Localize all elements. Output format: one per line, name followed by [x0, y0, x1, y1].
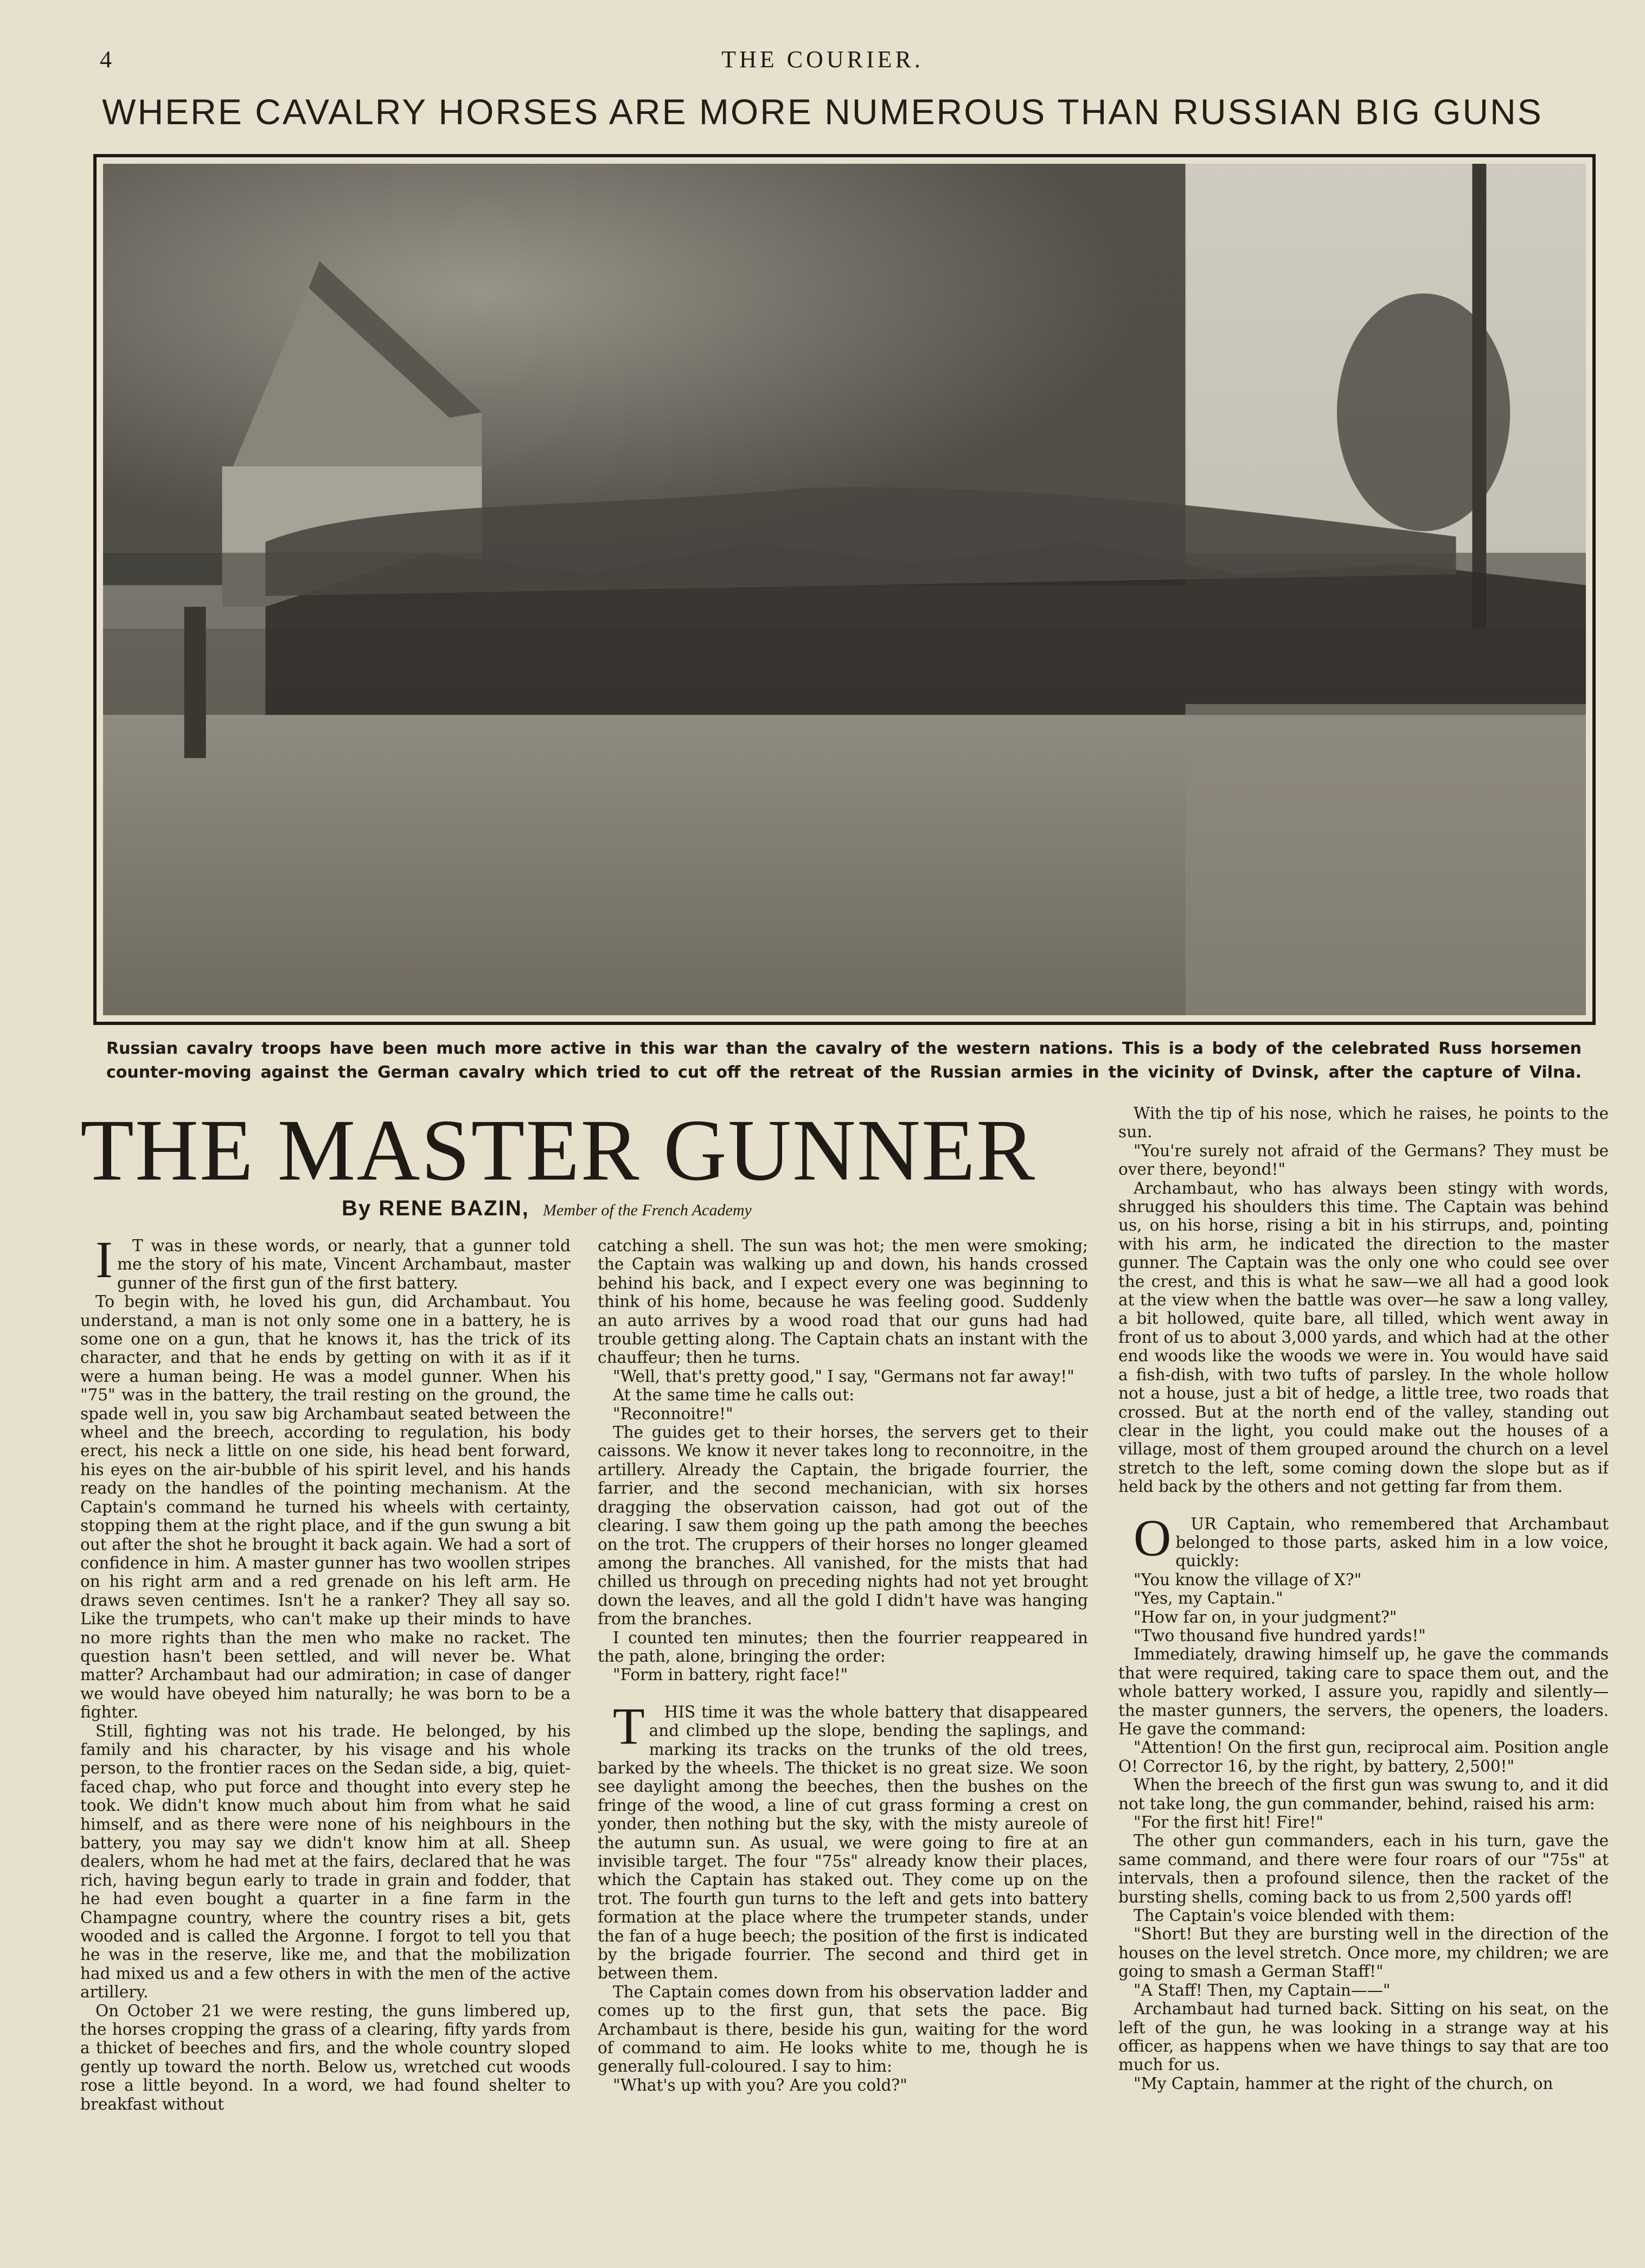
article-paragraph: "Yes, my Captain." — [1134, 1589, 1283, 1608]
article-title: THE MASTER GUNNER — [80, 1102, 1036, 1199]
article-column-2 — [598, 1236, 1088, 2256]
photo-caption — [106, 1037, 1582, 1085]
article-paragraph: THIS time it was the whole battery that disappeared and climbed up the slope, bending the saplings, and marking its tracks on the trunks of the old trees, barked by the wheels. The thicket is no great size. We soon see daylight among the beeches, then the bushes on the fringe of the wood, a line of cut grass forming a crest on yonder, then nothing but the sky, with the misty aureole of the autumn sun. As usual, we were going to fire at an invisible target. The four "75s" already know their places, which the Captain has staked out. They come up on the trot. The fourth gun turns to the left and gets into battery formation at the place where the trumpeter stands, under the fan of a huge beech; the position of the first is indicated by the brigade fourrier. The second and third get in between them. — [598, 1696, 1088, 1983]
article-paragraph: "Attention! On the first gun, reciprocal aim. Position angle O! Corrector 16, by the right, by battery, 2,500!" — [1118, 1738, 1609, 1776]
article-paragraph: To begin with, he loved his gun, did Archambaut. You understand, a man is not only some one in a battery, he is some one on a gun, that he knows it, has the trick of its character, and that he ends by getting on with it as if it were a human being. He was a model gunner. When his "75" was in the battery, the trail resting on the ground, the spade well in, you saw big Archambaut seated between the wheel and the breech, according to regulation, his body erect, his neck a little on one side, his head bent forward, his eyes on the air-bubble of his spirit level, and his hands ready on the handles of the pointing mechanism. At the Captain's command he turned his wheels with certainty, stopping them at the right place, and if the gun swung a bit out after the shot he brought it back again. We had a sort of confidence in him. A master gunner has two woollen stripes on his right arm and a red grenade on his left arm. He draws seven centimes. Isn't he a ranker? They all say so. Like the trumpets, who can't make up their minds to have no more rights than the men who make no racket. The question hasn't been settled, and will never be. What matter? Archambaut had our admiration; in case of danger we would have obeyed him naturally; he was born to be a fighter. — [80, 1292, 571, 1722]
article-paragraph: "For the first hit! Fire!" — [1134, 1813, 1323, 1832]
article-column-3 — [1118, 1104, 1609, 2256]
article-paragraph: Immediately, drawing himself up, he gave the commands that were required, taking care to space them out, and the whole battery worked, I assure you, rapidly and silently—the master gunners, the servers, the openers, the loaders. He gave the command: — [1118, 1645, 1609, 1738]
article-paragraph: With the tip of his nose, which he raises, he points to the sun. — [1118, 1104, 1609, 1142]
article-paragraph: "A Staff! Then, my Captain——" — [1134, 1981, 1391, 2000]
article-paragraph: "Form in battery, right face!" — [613, 1665, 848, 1684]
cavalry-photo-image — [103, 164, 1586, 1015]
article-paragraph: "Two thousand five hundred yards!" — [1134, 1626, 1426, 1645]
article-paragraph: "My Captain, hammer at the right of the church, on — [1134, 2074, 1553, 2093]
article-paragraph: Archambaut, who has always been stingy with words, shrugged his shoulders this time. The Captain was behind us, on his horse, rising a bit in his stirrups, and, pointing with his arm, he indicated the direction to the master gunner. The Captain was the only one who could see over the crest, and this is what he saw—we all had a good look at the view when the battle was over—he saw a long valley, a bit hollowed, quite bare, all tilled, which went away in front of us to about 3,000 yards, and which had at the other end woods like the woods we were in. You would have said a fish-dish, with two tufts of parsley. In the whole hollow not a house, just a bit of hedge, a little tree, two roads that crossed. But at the north end of the valley, standing out clear in the light, you could make out the houses of a village, most of them grouped around the church on a level stretch to the left, some coming down the slope but as if held back by the others and not getting far from them. — [1118, 1178, 1609, 1496]
photo-headline: WHERE CAVALRY HORSES ARE MORE NUMEROUS THAN RUSSIAN BIG GUNS — [102, 92, 1543, 132]
article-paragraph: Archambaut had turned back. Sitting on his seat, on the left of the gun, he was looking in a strange way at his officer, as happens when we have things to say that are too much for us. — [1118, 2000, 1609, 2074]
article-paragraph: At the same time he calls out: — [613, 1386, 855, 1405]
cavalry-photo — [93, 154, 1596, 1025]
article-paragraph: "Short! But they are bursting well in the direction of the houses on the level stretch. Once more, my children; we are going to smash a German Staff!" — [1118, 1925, 1609, 1981]
article-paragraph: On October 21 we were resting, the guns limbered up, the horses cropping the grass of a clearing, fifty yards from a thicket of beeches and firs, and the whole country sloped gently up toward the north. Below us, wretched cut woods rose a little beyond. In a word, we had found shelter to breakfast without — [80, 2001, 571, 2113]
article-paragraph: "How far on, in your judgment?" — [1134, 1607, 1397, 1626]
article-paragraph: "You know the village of X?" — [1134, 1570, 1362, 1589]
article-column-1 — [80, 1236, 571, 2256]
article-paragraph: "Reconnoitre!" — [613, 1404, 733, 1423]
article-paragraph: catching a shell. The sun was hot; the men were smoking; the Captain was walking up and down, his hands crossed behind his back, and I expect every one was beginning to think of his home, because he was feeling good. Suddenly an auto arrives by a wood road that our guns had had trouble getting along. The Captain chats an instant with the chauffeur; then he turns. — [598, 1236, 1088, 1367]
article-paragraph: "Well, that's pretty good," I say, "Germans not far away!" — [613, 1367, 1074, 1386]
article-paragraph: The Captain's voice blended with them: — [1134, 1906, 1455, 1925]
article-paragraph: "You're surely not afraid of the Germans? They must be over there, beyond!" — [1118, 1141, 1609, 1179]
article-paragraph: IT was in these words, or nearly, that a gunner told me the story of his mate, Vincent Archambaut, master gunner of the first gun of the first battery. — [95, 1236, 571, 1292]
caption-line: Russian cavalry troops have been much more active in this war than the cavalry of the western nations. This is a body of the celebrated Russ horsemen — [106, 1039, 1582, 1058]
article-paragraph: The Captain comes down from his observation ladder and comes up to the first gun, that sets the pace. Big Archambaut is there, beside his gun, waiting for the word of command to aim. He looks white to me, though he is generally full-coloured. I say to him: — [598, 1982, 1088, 2076]
page-number: 4 — [100, 46, 112, 73]
article-paragraph: The other gun commanders, each in his turn, gave the same command, and there were four roars of our "75s" at intervals, then a profound silence, then the racket of the bursting shells, coming back to us from 2,500 yards off! — [1118, 1831, 1609, 1906]
article-paragraph: I counted ten minutes; then the fourrier reappeared in the path, alone, bringing the order: — [598, 1628, 1088, 1665]
article-paragraph: The guides get to their horses, the servers get to their caissons. We know it never takes long to reconnoitre, in the artillery. Already the Captain, the brigade fourrier, the farrier, and the second mechanician, with six horses dragging the observation caisson, had got out of the clearing. I saw them going up the path among the beeches on the trot. The cruppers of their horses no longer gleamed among the branches. All vanished, for the mists that had chilled us through on preceding nights had not yet brought down the leaves, and all the gold I didn't have was hanging from the branches. — [598, 1423, 1088, 1629]
article-paragraph: "What's up with you? Are you cold?" — [613, 2075, 907, 2094]
article-byline — [342, 1196, 752, 1221]
journal-name: THE COURIER. — [721, 46, 924, 73]
article-paragraph: When the breech of the first gun was swung to, and it did not take long, the gun commander, behind, raised his arm: — [1118, 1776, 1609, 1813]
article-paragraph: Still, fighting was not his trade. He belonged, by his family and his character, by his visage and his whole person, to the frontier races on the Sedan side, a big, quiet-faced chap, who put force and thought into every step he took. We didn't know much about him from what he said himself, and as there were none of his neighbours in the battery, you may say we didn't know him at all. Sheep dealers, whom he had met at the fairs, declared that he was rich, having begun early to trade in grain and fodder, that he had even bought a quarter in a fine farm in the Champagne country, where the country rises a bit, gets wooded and is called the Argonne. I forgot to tell you that he was in the reserve, like me, and that the mobilization had mixed us and a few others in with the men of the active artillery. — [80, 1721, 571, 2002]
caption-line: counter-moving against the German cavalry which tried to cut off the retreat of the Russian armies in the vicinity of Dvinsk, after the capture of Vilna. — [106, 1063, 1582, 1082]
author-role: Member of the French Academy — [542, 1201, 752, 1219]
article-paragraph: OUR Captain, who remembered that Archambaut belonged to those parts, asked him in a low voice, quickly: — [1134, 1508, 1609, 1571]
author-name: By RENE BAZIN, — [342, 1196, 529, 1220]
